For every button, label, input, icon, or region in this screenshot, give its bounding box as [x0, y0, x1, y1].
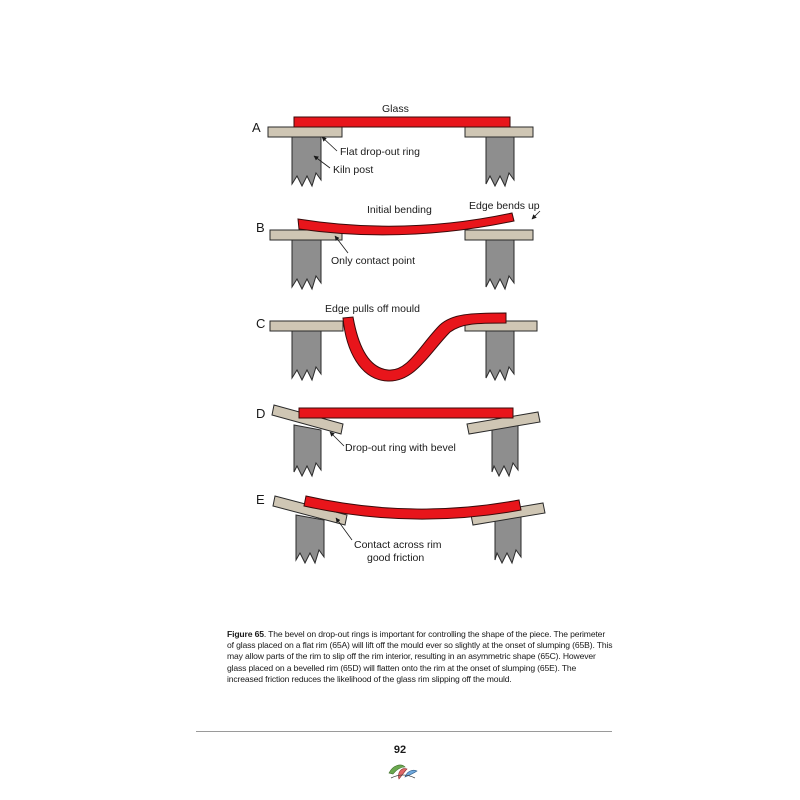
- kiln-post-left-e: [296, 515, 324, 563]
- figure-label: Figure 65: [227, 629, 264, 639]
- panel-letter-b: B: [256, 220, 265, 235]
- glass-sheet-c: [343, 313, 506, 381]
- panel-letter-e: E: [256, 492, 265, 507]
- panel-letter-a: A: [252, 120, 261, 135]
- panel-letter-c: C: [256, 316, 266, 331]
- leaf-logo-icon: [385, 759, 421, 783]
- label-contact-line2: good friction: [367, 552, 425, 564]
- label-contact-line1: Contact across rim: [354, 539, 442, 551]
- leader-flat-ring: [322, 137, 337, 151]
- flat-ring-left: [268, 127, 342, 137]
- kiln-post-right-d: [492, 425, 518, 476]
- panel-c: [256, 303, 537, 381]
- page-number: 92: [393, 744, 407, 756]
- label-bevel-ring: Drop-out ring with bevel: [345, 442, 456, 454]
- kiln-post-left: [292, 137, 321, 186]
- panel-a: [252, 103, 533, 186]
- glass-sheet-a: [294, 117, 510, 127]
- label-initial-bending: Initial bending: [367, 204, 432, 216]
- kiln-post-left-d: [294, 425, 321, 476]
- flat-ring-right-b: [465, 230, 533, 240]
- kiln-post-right-e: [495, 514, 521, 563]
- label-edge-bends-up: Edge bends up: [469, 200, 540, 212]
- panel-d: [256, 405, 540, 476]
- panel-letter-d: D: [256, 406, 266, 421]
- panel-e: [256, 492, 545, 564]
- kiln-post-left-b: [292, 240, 321, 289]
- flat-ring-right: [465, 127, 533, 137]
- label-glass: Glass: [382, 103, 409, 115]
- figure-caption: [227, 629, 613, 685]
- leader-bevel-ring: [330, 432, 344, 446]
- footer-divider: [196, 731, 612, 732]
- kiln-post-right: [486, 137, 514, 186]
- label-flat-ring: Flat drop-out ring: [340, 146, 420, 158]
- label-kiln-post: Kiln post: [333, 164, 374, 176]
- label-only-contact-point: Only contact point: [331, 255, 416, 267]
- caption-text: . The bevel on drop-out rings is important for controlling the shape of the piece. The perimeter of glass placed on a flat rim (65A) will lift off the mould ever so slightly at the onset of slumping (65B). This may allow parts of the rim to slip off the rim interior, resulting in an asymmetric shape (65C). However glass placed on a bevelled rim (65D) will flatten onto the rim at the onset of slumping (65E). The increased friction reduces the likelihood of the glass rim slipping off the mould.: [227, 629, 613, 684]
- leader-edge-bends-up: [532, 211, 540, 219]
- panel-b: [256, 200, 540, 289]
- glass-sheet-d: [299, 408, 513, 418]
- flat-ring-left-c: [270, 321, 343, 331]
- kiln-post-right-b: [486, 240, 514, 289]
- kiln-post-left-c: [292, 331, 321, 380]
- kiln-post-right-c: [486, 331, 514, 380]
- label-edge-pulls-off: Edge pulls off mould: [325, 303, 420, 315]
